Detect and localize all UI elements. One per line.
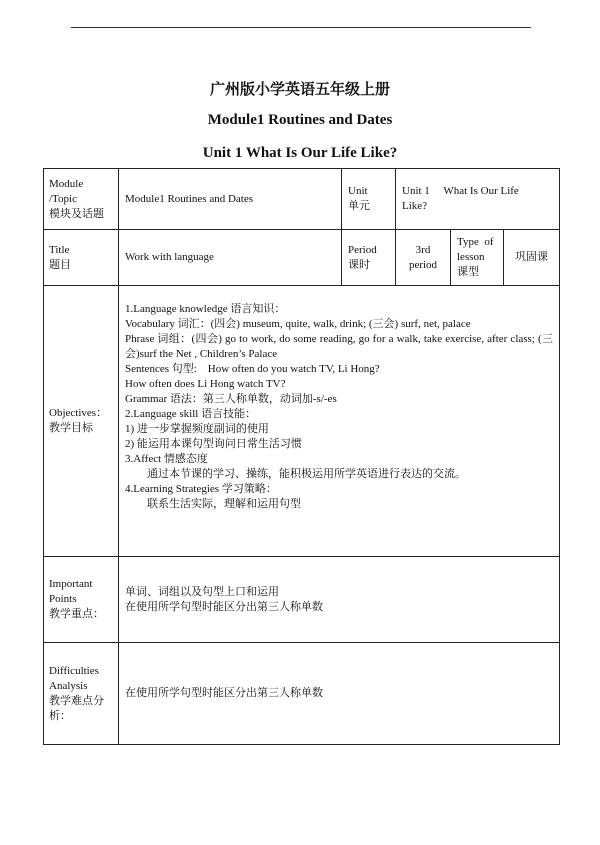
objectives-content-cell [119,286,560,557]
title-label-cell: Title 题目 [44,230,119,286]
module-title: Module1 Routines and Dates [207,112,393,128]
important-label-cell: Important Points 教学重点： [44,557,119,643]
objective-line: 2) 能运用本课句型询问日常生活习惯 [125,438,302,450]
title-value-cell: Work with language [119,230,342,286]
module-row [44,169,560,230]
objective-line: Sentences 句型: How often do you watch TV, Li Hong? [125,363,380,375]
title-row [44,230,560,286]
unit-value-cell: Unit 1 What Is Our Life Like? [396,169,560,230]
objective-line: 3.Affect 情感态度 [125,453,208,465]
objectives-label-cell: Objectives： 教学目标 [44,286,119,557]
objective-line: Phrase 词组：(四会) go to work, do some reading, go for a walk, take exercise, after class; (三会)surf the Net , Children’s Palace [125,333,554,360]
period-value-cell: 3rd period [396,230,451,286]
objectives-row [44,286,560,557]
lesson-type-label-cell: Type of lesson 课型 [451,230,504,286]
objective-line: 1) 进一步掌握频度副词的使用 [125,423,269,435]
unit-label-cell: Unit 单元 [342,169,396,230]
difficulties-row [44,643,560,745]
important-content-cell: 单词、词组以及句型上口和运用 在使用所学句型时能区分出第三人称单数 [119,557,560,643]
objective-line: 联系生活实际，理解和运用句型 [147,498,301,510]
difficulties-label-cell: Difficulties Analysis 教学难点分 析： [44,643,119,745]
period-label-cell: Period 课时 [342,230,396,286]
difficulties-content-cell: 在使用所学句型时能区分出第三人称单数 [119,643,560,745]
objective-line: Grammar 语法：第三人称单数，动词加-s/-es [125,393,337,405]
module-value-cell: Module1 Routines and Dates [119,169,342,230]
module-label-cell: Module /Topic 模块及话题 [44,169,119,230]
objective-line: 2.Language skill 语言技能： [125,408,257,420]
objective-line: 1.Language knowledge 语言知识： [125,303,286,315]
important-points-row [44,557,560,643]
lesson-type-value-cell: 巩固课 [504,230,560,286]
header-rule [71,27,531,28]
page-title: 广州版小学英语五年级上册 [209,82,390,98]
objective-line: How often does Li Hong watch TV? [125,378,286,390]
objective-line: Vocabulary 词汇：(四会) museum, quite, walk, drink; (三会) surf, net, palace [125,318,471,330]
objective-line: 4.Learning Strategies 学习策略： [125,483,277,495]
lesson-plan-table [43,168,560,745]
unit-title: Unit 1 What Is Our Life Like? [202,145,398,161]
objective-line: 通过本节课的学习、操练，能积极运用所学英语进行表达的交流。 [147,468,466,480]
